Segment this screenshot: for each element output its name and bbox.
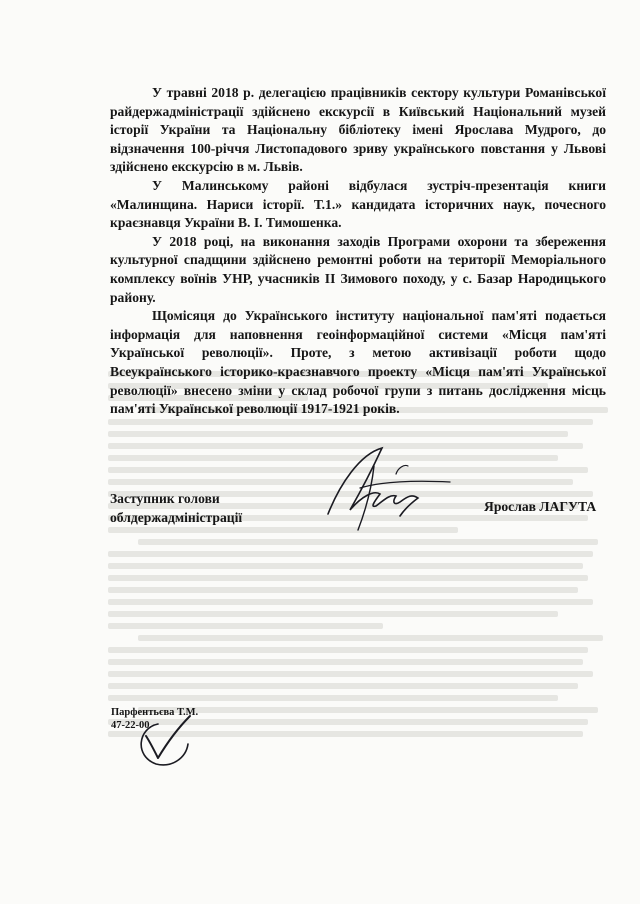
handwritten-signature bbox=[300, 444, 470, 534]
bleed-through-text bbox=[108, 366, 608, 743]
report-body bbox=[110, 84, 606, 419]
signatory-position bbox=[110, 490, 242, 527]
signatory-position-line-1: Заступник голови bbox=[110, 491, 220, 506]
paragraph-romaniv-excursions: У травні 2018 р. делегацією працівників сектору культури Романівської райдержадміністрації здійснено екскурсії в Київський Національний музей історії України та Національну бібліотеку імені Ярослава Мудрого, до відзначення 100-річчя Листопадового зриву українського повстання у Львові здійснено екскурсію в м. Львів. bbox=[110, 85, 606, 175]
executor-phone: 47-22-00 bbox=[111, 720, 150, 731]
paragraph-memorial-repair: У 2018 році, на виконання заходів Програми охорони та збереження культурної спадщини здійснено ремонтні роботи на території Меморіального комплексу воїнів УНР, учасників ІІ Зимового походу, у с. Базар Народицького району. bbox=[110, 233, 606, 305]
signatory-position-line-2: облдержадміністрації bbox=[110, 509, 243, 525]
paragraph-malyn-book-presentation: У Малинському районі відбулася зустріч-презентація книги «Малинщина. Нариси історії. Т.1.» кандидата історичних наук, почесного краєзнавця України В. І. Тимошенка. bbox=[110, 177, 606, 231]
signatory-name: Ярослав ЛАГУТА bbox=[484, 499, 597, 514]
handwritten-check-mark bbox=[128, 708, 208, 770]
paragraph-memory-places-project: Щомісяця до Українського інституту національної пам'яті подається інформація для наповнення геоінформаційної системи «Місця пам'яті Української революції». Проте, з метою активізації роботи щодо Всеукраїнського історико-краєзнавчого проекту «Місця пам'яті Української революції» внесено зміни у склад робочої групи з питань дослідження місць пам'яті Української революції 1917-1921 років. bbox=[110, 308, 606, 417]
executor-name: Парфентьєва Т.М. bbox=[111, 707, 199, 718]
